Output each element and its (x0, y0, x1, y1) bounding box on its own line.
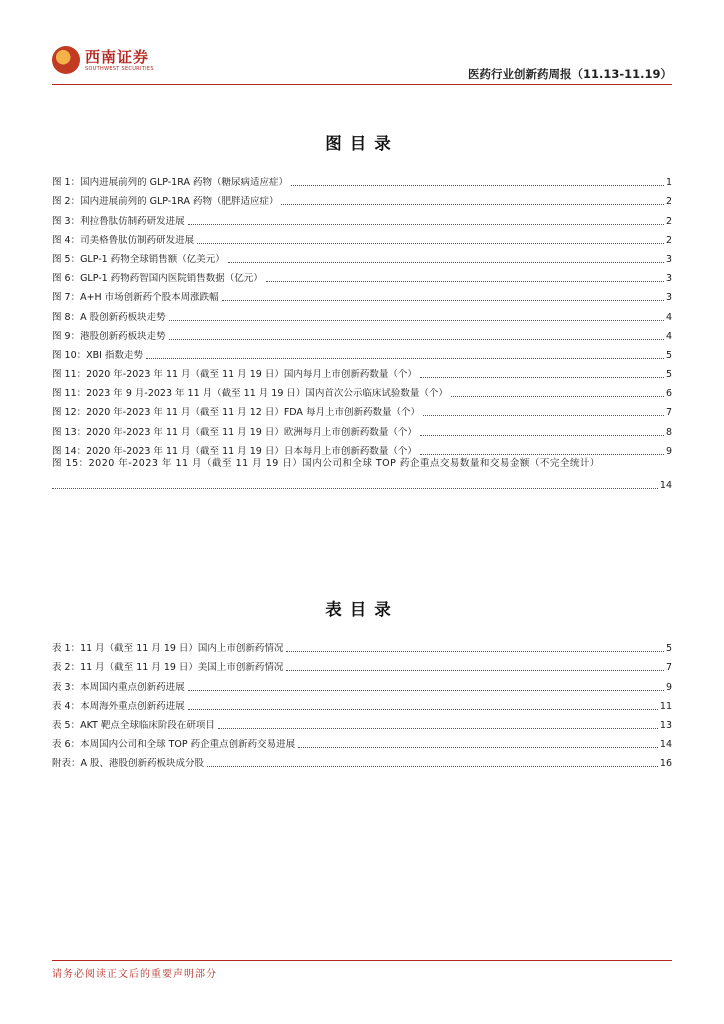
toc-item-label: 图 9：港股创新药板块走势 (52, 330, 166, 342)
toc-item-label: 图 12：2020 年-2023 年 11 月（截至 11 月 12 日）FDA 每月上市创新药数量（个） (52, 407, 420, 419)
toc-item[interactable] (52, 343, 672, 362)
toc-item-label: 表 2：11 月（截至 11 月 19 日）美国上市创新药情况 (52, 662, 284, 674)
toc-item-page: 16 (659, 758, 672, 770)
toc-item[interactable] (52, 732, 672, 751)
toc-item-page: 2 (665, 196, 672, 208)
logo-emblem-icon (52, 46, 80, 74)
toc-item-label: 图 2：国内进展前列的 GLP-1RA 药物（肥胖适应症） (52, 196, 279, 208)
toc-item-label: 图 4：司美格鲁肽仿制药研发进展 (52, 234, 195, 246)
toc-item-label: 图 11：2023 年 9 月-2023 年 11 月（截至 11 月 19 日）国内首次公示临床试验数量（个） (52, 388, 448, 400)
toc-item-label: 图 13：2020 年-2023 年 11 月（截至 11 月 19 日）欧洲每月上市创新药数量（个） (52, 426, 417, 438)
tables-heading: 表目录 (325, 600, 399, 619)
toc-item[interactable] (52, 208, 672, 227)
toc-item-page: 3 (665, 273, 672, 285)
toc-item-page: 4 (665, 330, 672, 342)
toc-leader (281, 204, 663, 205)
toc-item[interactable] (52, 751, 672, 770)
toc-item[interactable] (52, 304, 672, 323)
tables-list (52, 636, 672, 770)
toc-item[interactable] (52, 324, 672, 343)
toc-item-label: 表 5：AKT 靶点全球临床阶段在研项目 (52, 719, 215, 731)
toc-item-page: 9 (665, 445, 672, 457)
toc-item[interactable] (52, 400, 672, 419)
toc-item-label: 表 4：本周海外重点创新药进展 (52, 700, 185, 712)
footer-divider (52, 960, 672, 961)
toc-item[interactable] (52, 381, 672, 400)
toc-item-label: 图 15：2020 年-2023 年 11 月（截至 11 月 19 日）国内公司和全球 TOP 药企重点交易数量和交易金额（不完全统计） (52, 457, 600, 469)
header-divider (52, 84, 672, 85)
toc-item-label: 表 6：本周国内公司和全球 TOP 药企重点创新药交易进展 (52, 739, 296, 751)
toc-leader (423, 415, 664, 416)
toc-item-page: 6 (665, 388, 672, 400)
toc-leader (228, 262, 664, 263)
report-title: 医药行业创新药周报（11.13-11.19） (467, 67, 672, 81)
figures-list (52, 170, 672, 494)
toc-item-page: 3 (665, 253, 672, 265)
toc-item-page: 5 (665, 369, 672, 381)
toc-item-label: 表 3：本周国内重点创新药进展 (52, 681, 185, 693)
toc-item-page: 3 (665, 292, 672, 304)
toc-leader (169, 339, 664, 340)
toc-item-page: 11 (659, 700, 672, 712)
toc-item-label: 图 10：XBI 指数走势 (52, 349, 143, 361)
toc-item-label: 图 6：GLP-1 药物药智国内医院销售数据（亿元） (52, 273, 263, 285)
toc-leader (298, 747, 658, 748)
toc-item[interactable] (52, 439, 672, 458)
toc-item[interactable] (52, 266, 672, 285)
toc-item-page: 1 (665, 177, 672, 189)
toc-leader (197, 243, 664, 244)
toc-item-page: 5 (665, 643, 672, 655)
toc-item[interactable] (52, 247, 672, 266)
toc-leader (420, 377, 664, 378)
toc-leader (266, 281, 664, 282)
toc-item-label: 图 14：2020 年-2023 年 11 月（截至 11 月 19 日）日本每月上市创新药数量（个） (52, 445, 417, 457)
toc-item[interactable] (52, 713, 672, 732)
footer-disclaimer: 请务必阅读正文后的重要声明部分 (52, 969, 217, 980)
toc-leader (451, 396, 664, 397)
toc-leader (420, 435, 664, 436)
toc-item-label: 附表：A 股、港股创新药板块成分股 (52, 758, 205, 770)
company-logo (52, 44, 162, 78)
toc-leader (146, 358, 664, 359)
toc-item[interactable] (52, 419, 672, 438)
toc-item-page: 14 (659, 739, 672, 751)
toc-leader (286, 670, 664, 671)
toc-item-page: 14 (659, 479, 672, 491)
toc-item[interactable] (52, 458, 672, 494)
toc-leader (188, 224, 664, 225)
toc-leader (169, 320, 664, 321)
toc-item[interactable] (52, 362, 672, 381)
toc-leader (222, 300, 664, 301)
toc-leader (291, 185, 664, 186)
toc-leader (207, 766, 658, 767)
toc-item-page: 2 (665, 234, 672, 246)
toc-item[interactable] (52, 674, 672, 693)
toc-item-label: 图 1：国内进展前列的 GLP-1RA 药物（糖尿病适应症） (52, 177, 288, 189)
toc-leader (52, 488, 658, 489)
toc-item-page: 7 (665, 407, 672, 419)
toc-item[interactable] (52, 285, 672, 304)
figures-heading: 图目录 (325, 134, 399, 153)
logo-text: 西南证券 (85, 48, 150, 66)
toc-item-label: 图 5：GLP-1 药物全球销售额（亿美元） (52, 253, 225, 265)
toc-item-page: 13 (659, 719, 672, 731)
toc-item-page: 8 (665, 426, 672, 438)
toc-item-label: 图 8：A 股创新药板块走势 (52, 311, 166, 323)
toc-item-label: 表 1：11 月（截至 11 月 19 日）国内上市创新药情况 (52, 643, 284, 655)
logo-subtext: SOUTHWEST SECURITIES (85, 66, 154, 72)
toc-leader (188, 709, 658, 710)
toc-leader (420, 454, 664, 455)
toc-item-label: 图 11：2020 年-2023 年 11 月（截至 11 月 19 日）国内每月上市创新药数量（个） (52, 369, 417, 381)
toc-item-label: 图 3：利拉鲁肽仿制药研发进展 (52, 215, 185, 227)
toc-item-label: 图 7：A+H 市场创新药个股本周涨跌幅 (52, 292, 219, 304)
toc-leader (218, 728, 658, 729)
toc-item-page: 7 (665, 662, 672, 674)
toc-item-page: 9 (665, 681, 672, 693)
toc-item[interactable] (52, 189, 672, 208)
toc-leader (286, 651, 664, 652)
toc-item[interactable] (52, 655, 672, 674)
toc-item[interactable] (52, 170, 672, 189)
toc-item[interactable] (52, 228, 672, 247)
toc-item-page: 2 (665, 215, 672, 227)
toc-item[interactable] (52, 636, 672, 655)
toc-leader (188, 690, 664, 691)
toc-item[interactable] (52, 694, 672, 713)
toc-item-page: 5 (665, 349, 672, 361)
toc-item-page: 4 (665, 311, 672, 323)
